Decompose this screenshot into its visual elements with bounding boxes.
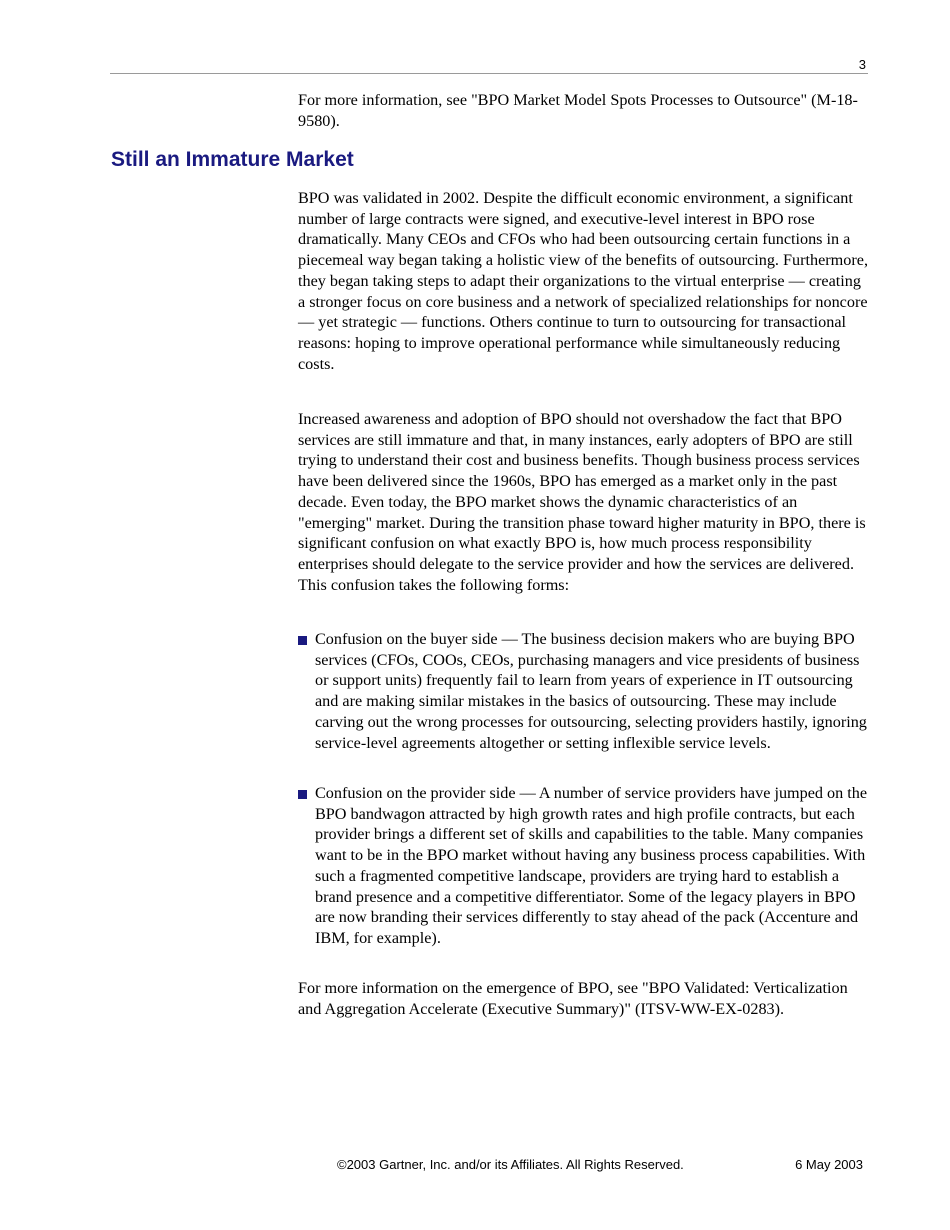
bullet-text: Confusion on the buyer side — The business decision makers who are buying BPO services (CFOs, COOs, CEOs, purchasing managers and vice presidents of business or support units) frequently fail to learn from years of experience in IT outsourcing and are making similar mistakes in the basics of outsourcing. These may include carving out the wrong processes for outsourcing, selecting providers hastily, ignoring service-level agreements altogether or setting inflexible service levels. bbox=[315, 630, 867, 752]
paragraph-2-text: Increased awareness and adoption of BPO should not overshadow the fact that BPO services are still immature and that, in many instances, early adopters of BPO are still trying to understand their cost and business benefits. Though business process services have been delivered since the 1960s, BPO has emerged as a market only in the past decade. Even today, the BPO market shows the dynamic characteristics of an "emerging" market. During the transition phase toward higher maturity in BPO, there is significant confusion on what exactly BPO is, how much process responsibility enterprises should delegate to the service provider and how the services are delivered. This confusion takes the following forms: bbox=[298, 410, 866, 594]
paragraph-1 bbox=[298, 188, 870, 374]
intro-reference-text: For more information, see "BPO Market Model Spots Processes to Outsource" (M-18-9580). bbox=[298, 91, 858, 130]
paragraph-2 bbox=[298, 409, 870, 595]
bullet-item-buyer-side bbox=[298, 629, 870, 753]
closing-reference bbox=[298, 978, 870, 1019]
footer-copyright: ©2003 Gartner, Inc. and/or its Affiliates. All Rights Reserved. bbox=[337, 1157, 684, 1172]
square-bullet-icon bbox=[298, 636, 307, 645]
intro-reference bbox=[298, 90, 870, 131]
section-heading: Still an Immature Market bbox=[111, 148, 354, 171]
bullet-item-provider-side bbox=[298, 783, 870, 949]
square-bullet-icon bbox=[298, 790, 307, 799]
closing-reference-text: For more information on the emergence of BPO, see "BPO Validated: Verticalization and Aggregation Accelerate (Executive Summary)" (ITSV-WW-EX-0283). bbox=[298, 979, 848, 1018]
paragraph-1-text: BPO was validated in 2002. Despite the difficult economic environment, a significant number of large contracts were signed, and executive-level interest in BPO rose dramatically. Many CEOs and CFOs who had been outsourcing certain functions in a piecemeal way began taking a holistic view of the benefits of outsourcing. Furthermore, they began taking steps to adapt their organizations to the virtual enterprise — creating a stronger focus on core business and a network of specialized relationships for noncore — yet strategic — functions. Others continue to turn to outsourcing for transactional reasons: hoping to improve operational performance while simultaneously reducing costs. bbox=[298, 189, 868, 373]
footer-date: 6 May 2003 bbox=[795, 1157, 863, 1172]
header-divider bbox=[110, 73, 868, 74]
bullet-text: Confusion on the provider side — A number of service providers have jumped on the BPO bandwagon attracted by high growth rates and high profile contracts, but each provider brings a different set of skills and capabilities to the table. Many companies want to be in the BPO market without having any business process capabilities. With such a fragmented competitive landscape, providers are trying hard to establish a brand presence and a competitive differentiator. Some of the legacy players in BPO are now branding their services differently to stay ahead of the pack (Accenture and IBM, for example). bbox=[315, 784, 868, 947]
page-number: 3 bbox=[858, 57, 866, 72]
